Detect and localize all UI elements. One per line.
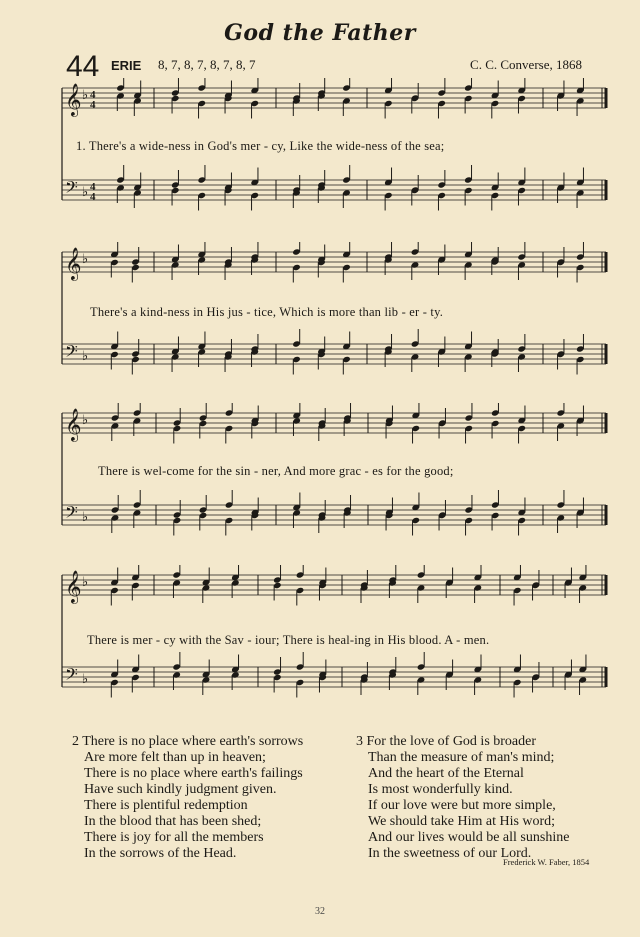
verse-line: And our lives would be all sunshine [368,830,570,845]
verse-line: Is most wonderfully kind. [368,782,513,797]
verse-2 [72,734,303,862]
flat-sign-icon: ♭ [82,348,89,363]
verse-line: If our love were but more simple, [368,798,556,813]
verse-line: In the sweetness of our Lord. [368,846,532,861]
treble-clef-icon: 𝄞 [65,408,82,441]
verse-line: Have such kindly judgment given. [84,782,277,797]
composer: C. C. Converse, 1868 [470,57,582,72]
verse-line: 2 There is no place where earth's sorrows [72,734,304,749]
hymn-number: 44 [66,50,100,83]
flat-sign-icon: ♭ [82,412,89,427]
text-attribution: Frederick W. Faber, 1854 [503,857,590,867]
lyric-line-4: There is mer - cy with the Sav - iour; There is heal-ing in His blood. A - men. [87,633,490,647]
lyric-line-2: There's a kind-ness in His jus - tice, Which is more than lib - er - ty. [90,305,444,319]
bass-clef-icon: 𝄢 [65,664,78,688]
flat-sign-icon: ♭ [82,184,89,199]
bass-clef-icon: 𝄢 [65,177,78,201]
flat-sign-icon: ♭ [82,87,89,102]
flat-sign-icon: ♭ [82,574,89,589]
time-signature-bottom: 4 [90,99,96,111]
verse-line: In the blood that has been shed; [84,814,262,829]
verse-line: In the sorrows of the Head. [84,846,237,861]
flat-sign-icon: ♭ [82,251,89,266]
verse-line: Are more felt than up in heaven; [84,750,266,765]
lyric-line-3: There is wel-come for the sin - ner, And more grac - es for the good; [98,464,454,478]
lyric-line-1: 1. There's a wide-ness in God's mer - cy, Like the wide-ness of the sea; [76,139,445,153]
treble-clef-icon: 𝄞 [65,247,82,280]
verse-line: We should take Him at His word; [368,814,556,829]
meter: 8, 7, 8, 7, 8, 7, 8, 7 [158,57,256,72]
flat-sign-icon: ♭ [82,671,89,686]
bass-clef-icon: 𝄢 [65,502,78,526]
verse-line: There is joy for all the members [84,830,264,845]
verse-line: There is plentiful redemption [84,798,248,813]
time-signature-top: 4 [90,89,96,101]
time-signature-top: 4 [90,181,96,193]
verse-line: Than the measure of man's mind; [368,750,555,765]
verse-line: And the heart of the Eternal [368,766,524,781]
bass-clef-icon: 𝄢 [65,341,78,365]
verse-line: There is no place where earth's failings [84,766,303,781]
tune-name: ERIE [111,58,142,73]
treble-clef-icon: 𝄞 [65,83,82,116]
treble-clef-icon: 𝄞 [65,570,82,603]
verse-line: 3 For the love of God is broader [356,734,537,749]
page-title: God the Father [224,20,416,46]
verse-3 [356,734,569,862]
flat-sign-icon: ♭ [82,509,89,524]
time-signature-bottom: 4 [90,191,96,203]
page-number: 32 [315,906,325,917]
